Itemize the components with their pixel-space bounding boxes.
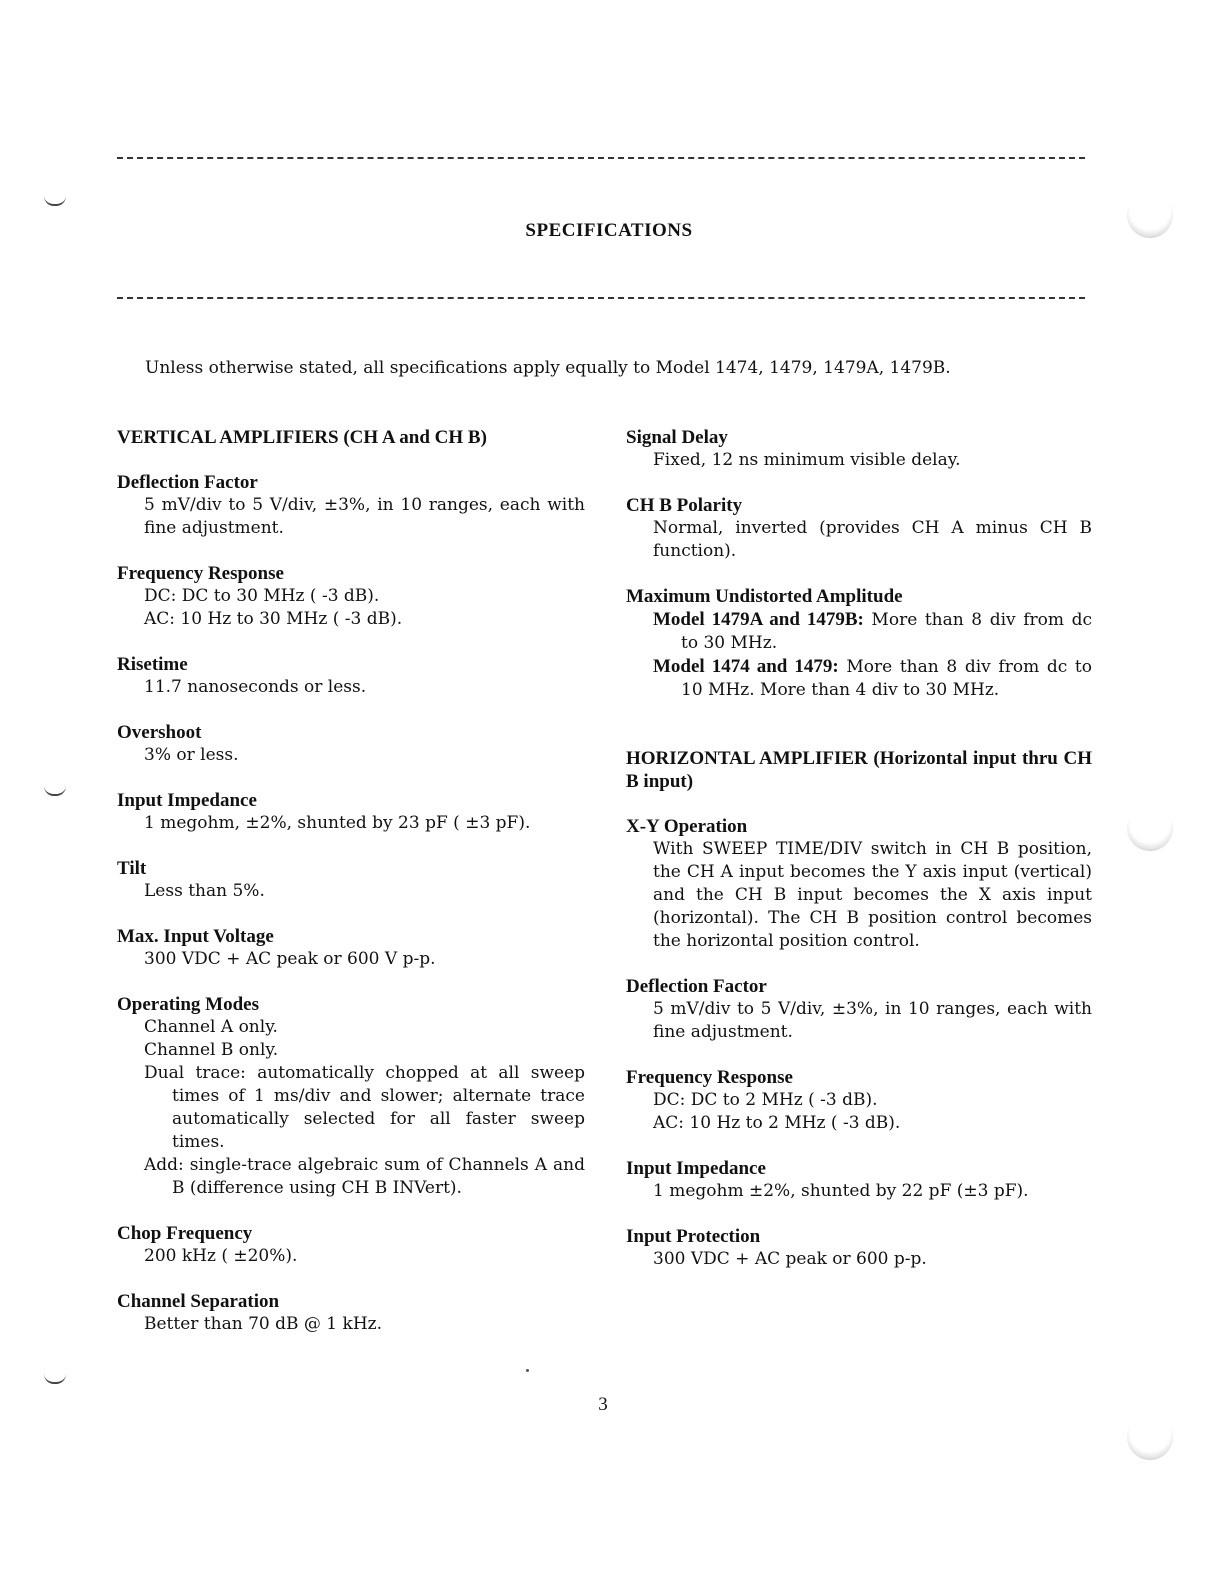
spec-title: CH B Polarity	[626, 495, 743, 516]
spec-title: Frequency Response	[626, 1067, 793, 1088]
spec-text: 3% or less.	[144, 745, 239, 765]
top-divider	[117, 157, 1085, 159]
spec-title: Overshoot	[117, 722, 202, 743]
horizontal-amplifier-heading: HORIZONTAL AMPLIFIER (Horizontal input thru CH B input)	[626, 748, 1092, 792]
left-column	[117, 426, 585, 1358]
spec-text: Normal, inverted (provides CH A minus CH B function).	[653, 518, 1092, 561]
spec-title: Deflection Factor	[117, 472, 258, 493]
spec-title: Input Impedance	[626, 1158, 766, 1179]
spec-title: Frequency Response	[117, 563, 284, 584]
spec-ch-b-polarity	[626, 494, 1092, 563]
spec-text: Fixed, 12 ns minimum visible delay.	[653, 450, 961, 470]
spec-text: Better than 70 dB @ 1 kHz.	[144, 1314, 382, 1334]
model-text: More than 8 div from dc to 10 MHz. More than 4 div to 30 MHz.	[681, 657, 1092, 700]
spec-max-undistorted-amplitude	[626, 585, 1092, 702]
spec-text: 5 mV/div to 5 V/div, ±3%, in 10 ranges, each with fine adjustment.	[144, 495, 585, 538]
spec-text: 300 VDC + AC peak or 600 V p-p.	[144, 949, 436, 969]
margin-mark-middle	[44, 786, 66, 796]
spec-overshoot	[117, 721, 585, 767]
spec-title: Chop Frequency	[117, 1223, 253, 1244]
spec-title: Input Impedance	[117, 790, 257, 811]
spec-title: Deflection Factor	[626, 976, 767, 997]
model-label: Model 1479A and 1479B:	[653, 609, 864, 630]
spec-input-impedance-horizontal	[626, 1157, 1092, 1203]
spec-text: Less than 5%.	[144, 881, 265, 901]
spec-max-input-voltage	[117, 925, 585, 971]
spec-xy-operation	[626, 815, 1092, 953]
spec-deflection-factor-horizontal	[626, 975, 1092, 1044]
spec-signal-delay	[626, 426, 1092, 472]
mode-dual-trace: Dual trace: automatically chopped at all sweep times of 1 ms/div and slower; alternate trace automatically selected for all faster sweep times.	[144, 1063, 585, 1152]
intro-text: Unless otherwise stated, all specifications apply equally to Model 1474, 1479, 1479A, 1479B.	[145, 358, 951, 378]
spec-title: Signal Delay	[626, 427, 728, 448]
spec-title: Channel Separation	[117, 1291, 280, 1312]
spec-title: Risetime	[117, 654, 188, 675]
spec-title: Input Protection	[626, 1226, 761, 1247]
binder-hole-middle	[1127, 805, 1173, 851]
spec-input-protection	[626, 1225, 1092, 1271]
spec-frequency-response	[117, 562, 585, 631]
spec-text: 1 megohm, ±2%, shunted by 23 pF ( ±3 pF).	[144, 813, 531, 833]
spec-risetime	[117, 653, 585, 699]
margin-mark-top	[44, 196, 66, 206]
spec-operating-modes	[117, 993, 585, 1200]
mode-channel-a: Channel A only.	[144, 1017, 278, 1037]
spec-frequency-response-horizontal	[626, 1066, 1092, 1135]
spec-deflection-factor	[117, 471, 585, 540]
page-title: SPECIFICATIONS	[525, 220, 693, 241]
spec-text: 300 VDC + AC peak or 600 p-p.	[653, 1249, 927, 1269]
spec-text: 11.7 nanoseconds or less.	[144, 677, 367, 697]
spec-title: Maximum Undistorted Amplitude	[626, 586, 903, 607]
spec-input-impedance	[117, 789, 585, 835]
page-number: 3	[598, 1394, 608, 1415]
spec-text-dc: DC: DC to 2 MHz ( -3 dB).	[653, 1090, 878, 1110]
spec-text-ac: AC: 10 Hz to 2 MHz ( -3 dB).	[653, 1113, 901, 1133]
spec-text-ac: AC: 10 Hz to 30 MHz ( -3 dB).	[144, 609, 403, 629]
spec-text: With SWEEP TIME/DIV switch in CH B position, the CH A input becomes the Y axis input (vertical) and the CH B input becomes the X axis input (horizontal). The CH B position control becomes the horizontal position control.	[653, 839, 1092, 951]
spec-text: 200 kHz ( ±20%).	[144, 1246, 298, 1266]
stray-mark	[526, 1369, 529, 1372]
spec-title: Tilt	[117, 858, 147, 879]
spec-tilt	[117, 857, 585, 903]
model-1474-1479-entry	[653, 655, 1092, 702]
vertical-amplifiers-heading: VERTICAL AMPLIFIERS (CH A and CH B)	[117, 427, 487, 448]
mode-channel-b: Channel B only.	[144, 1040, 279, 1060]
model-label: Model 1474 and 1479:	[653, 656, 839, 677]
spec-text-dc: DC: DC to 30 MHz ( -3 dB).	[144, 586, 380, 606]
model-1479a-1479b-entry	[653, 608, 1092, 655]
spec-text: 1 megohm ±2%, shunted by 22 pF (±3 pF).	[653, 1181, 1029, 1201]
binder-hole-bottom	[1127, 1414, 1173, 1460]
spec-title: X-Y Operation	[626, 816, 748, 837]
spec-title: Operating Modes	[117, 994, 259, 1015]
spec-chop-frequency	[117, 1222, 585, 1268]
spec-title: Max. Input Voltage	[117, 926, 274, 947]
mode-add: Add: single-trace algebraic sum of Channels A and B (difference using CH B INVert).	[144, 1155, 585, 1198]
margin-mark-bottom	[44, 1374, 66, 1384]
bottom-divider	[117, 297, 1085, 299]
spec-channel-separation	[117, 1290, 585, 1336]
spec-text: 5 mV/div to 5 V/div, ±3%, in 10 ranges, each with fine adjustment.	[653, 999, 1092, 1042]
right-column	[626, 426, 1092, 1293]
model-text: More than 8 div from dc to 30 MHz.	[681, 610, 1092, 653]
